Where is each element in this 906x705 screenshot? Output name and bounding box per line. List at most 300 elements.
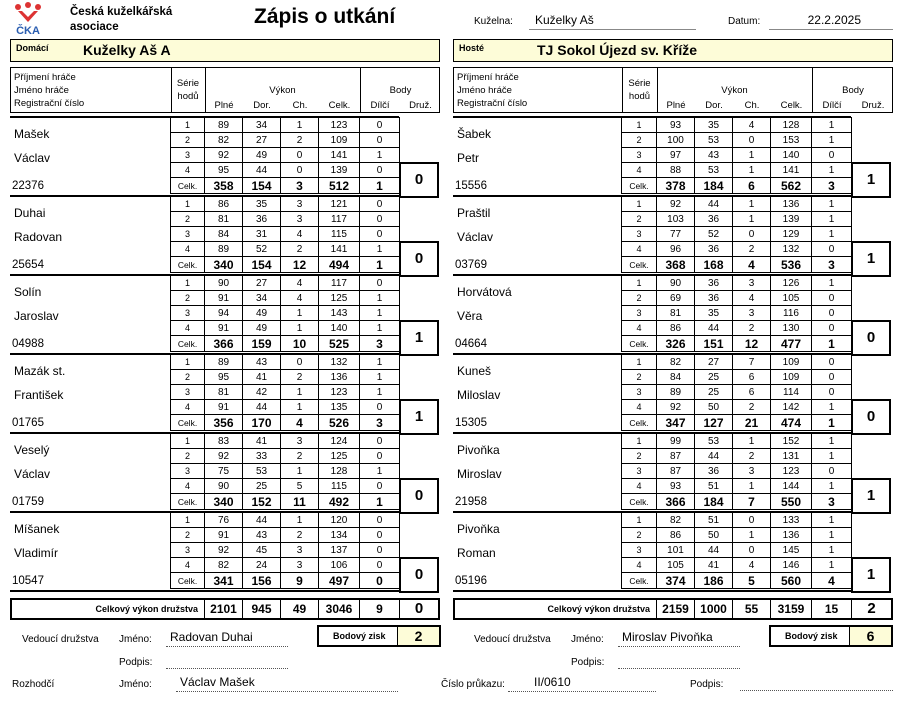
series-cell: 44 (695, 197, 733, 212)
series-cell: 24 (243, 558, 281, 573)
home-player-surname: Míšanek (14, 522, 60, 536)
series-cell: 82 (205, 558, 243, 573)
series-cell: 92 (205, 543, 243, 558)
series-cell: 135 (319, 400, 360, 415)
series-cell: 87 (657, 464, 695, 479)
series-cell: 3 (281, 434, 319, 449)
series-cell: 3 (622, 385, 657, 400)
away-total-label: Celkový výkon družstva (547, 604, 650, 614)
home-player-reg: 04988 (12, 338, 44, 350)
series-cell: 126 (771, 276, 812, 291)
date-value: 22.2.2025 (769, 13, 893, 30)
home-player-firstname: Jaroslav (14, 309, 59, 323)
series-cell: 35 (243, 197, 281, 212)
org-line2: asociace (70, 21, 119, 33)
series-row (171, 543, 400, 558)
player-col-line: Příjmení hráče (457, 72, 519, 83)
series-cell: 1 (812, 212, 852, 227)
referee-name: Václav Mašek (176, 675, 398, 692)
player-col-line: Registrační číslo (457, 98, 528, 109)
series-row (171, 197, 400, 212)
away-player-table (621, 433, 852, 510)
series-cell: 6 (733, 370, 771, 385)
series-row (171, 385, 400, 400)
series-cell: 124 (319, 434, 360, 449)
series-cell: 52 (695, 227, 733, 242)
series-cell: 3 (281, 558, 319, 573)
series-row (171, 118, 400, 133)
series-cell: 4 (733, 118, 771, 133)
series-row (171, 148, 400, 163)
home-player-col-header (14, 71, 84, 110)
home-gain-value: 2 (397, 627, 439, 645)
series-cell: 91 (205, 321, 243, 336)
series-cell: 0 (812, 148, 852, 163)
series-cell: 2 (281, 242, 319, 257)
total-cell: 492 (319, 494, 360, 510)
total-cell: 560 (771, 573, 812, 589)
series-cell: 4 (281, 276, 319, 291)
away-player-firstname: Roman (457, 546, 496, 560)
series-row (171, 355, 400, 370)
total-row (622, 573, 852, 589)
series-cell: 3 (171, 464, 205, 479)
total-cell: 127 (695, 415, 733, 431)
series-cell: 123 (319, 118, 360, 133)
series-cell: 4 (281, 291, 319, 306)
series-row (622, 558, 852, 573)
away-player-reg: 05196 (455, 575, 487, 587)
series-cell: 33 (243, 449, 281, 464)
series-cell: 109 (319, 133, 360, 148)
home-team-point-box: 1 (399, 320, 439, 356)
total-row (171, 257, 400, 273)
home-player-reg: 22376 (12, 180, 44, 192)
series-cell: 92 (205, 148, 243, 163)
series-cell: 0 (360, 118, 400, 133)
series-cell: 3 (171, 148, 205, 163)
series-cell: 1 (733, 434, 771, 449)
home-series-col-header (171, 77, 205, 103)
home-col-celk: Celk. (328, 100, 351, 111)
series-cell: 84 (205, 227, 243, 242)
series-row (622, 400, 852, 415)
series-cell: 1 (360, 321, 400, 336)
total-cell: 494 (319, 257, 360, 273)
series-cell: 4 (622, 479, 657, 494)
away-total-cell: 2159 (656, 600, 694, 618)
series-cell: 81 (205, 212, 243, 227)
series-cell: 92 (657, 197, 695, 212)
series-cell: 81 (205, 385, 243, 400)
total-cell: 525 (319, 336, 360, 352)
series-cell: 1 (733, 197, 771, 212)
series-cell: 136 (771, 197, 812, 212)
home-total-cell: 0 (399, 600, 438, 618)
home-team-point-box: 0 (399, 162, 439, 198)
series-cell: 1 (360, 355, 400, 370)
series-cell: 1 (622, 276, 657, 291)
series-cell: 52 (243, 242, 281, 257)
series-cell: 97 (657, 148, 695, 163)
series-cell: 0 (281, 355, 319, 370)
away-player-table (621, 196, 852, 273)
series-cell: 153 (771, 133, 812, 148)
home-team-point-box: 1 (399, 399, 439, 435)
series-cell: 125 (319, 291, 360, 306)
referee-card: II/0610 (508, 675, 656, 692)
home-player-reg: 01765 (12, 417, 44, 429)
series-row (171, 513, 400, 528)
home-col-ch: Ch. (292, 100, 308, 111)
series-row (171, 306, 400, 321)
series-cell: 5 (281, 479, 319, 494)
series-cell: 1 (812, 400, 852, 415)
series-cell: 4 (171, 242, 205, 257)
away-col-celk: Celk. (780, 100, 803, 111)
series-cell: 4 (171, 163, 205, 178)
home-team-point-box: 0 (399, 478, 439, 514)
total-cell: 1 (812, 336, 852, 352)
home-col-plne: Plné (214, 100, 234, 111)
away-team-name: TJ Sokol Újezd sv. Kříže (537, 42, 698, 58)
away-captain-name: Miroslav Pivoňka (618, 630, 740, 647)
series-cell: 1 (360, 385, 400, 400)
series-cell: 2 (622, 291, 657, 306)
total-cell: 3 (812, 494, 852, 510)
home-team-name: Kuželky Aš A (83, 42, 171, 58)
away-player-surname: Horvátová (457, 285, 512, 299)
away-player-surname: Šabek (457, 127, 492, 141)
series-cell: 1 (622, 355, 657, 370)
series-cell: 44 (695, 543, 733, 558)
series-cell: 95 (205, 163, 243, 178)
series-cell: 123 (319, 385, 360, 400)
total-label: Celk. (171, 336, 205, 352)
series-cell: 3 (171, 306, 205, 321)
series-col-line: hodů (177, 91, 199, 102)
series-cell: 82 (657, 513, 695, 528)
series-cell: 4 (281, 227, 319, 242)
series-cell: 1 (812, 434, 852, 449)
series-row (622, 449, 852, 464)
series-cell: 77 (657, 227, 695, 242)
series-cell: 0 (360, 133, 400, 148)
series-cell: 6 (733, 385, 771, 400)
series-col-line: Série (628, 78, 651, 89)
series-cell: 0 (360, 434, 400, 449)
series-cell: 2 (281, 449, 319, 464)
away-col-ch: Ch. (744, 100, 760, 111)
series-cell: 89 (657, 385, 695, 400)
total-cell: 526 (319, 415, 360, 431)
venue-value: Kuželky Aš (529, 13, 696, 30)
series-cell: 41 (243, 370, 281, 385)
series-cell: 99 (657, 434, 695, 449)
series-cell: 0 (812, 306, 852, 321)
total-cell: 497 (319, 573, 360, 589)
total-label: Celk. (622, 336, 657, 352)
series-cell: 1 (360, 148, 400, 163)
home-body-header: Body (389, 85, 412, 96)
away-player-reg: 15305 (455, 417, 487, 429)
page-title: Zápis o utkání (254, 5, 396, 28)
away-total-box (453, 598, 893, 620)
series-cell: 53 (695, 163, 733, 178)
series-row (171, 449, 400, 464)
series-row (171, 276, 400, 291)
series-cell: 1 (360, 370, 400, 385)
total-cell: 152 (243, 494, 281, 510)
total-cell: 151 (695, 336, 733, 352)
series-cell: 25 (695, 385, 733, 400)
total-cell: 3 (281, 178, 319, 194)
away-captain-name-label: Jméno: (571, 634, 604, 645)
series-cell: 145 (771, 543, 812, 558)
series-cell: 1 (281, 513, 319, 528)
home-role: Domácí (16, 43, 49, 53)
total-cell: 4 (812, 573, 852, 589)
series-cell: 109 (771, 355, 812, 370)
series-cell: 49 (243, 306, 281, 321)
total-cell: 550 (771, 494, 812, 510)
series-cell: 92 (205, 449, 243, 464)
series-cell: 1 (622, 197, 657, 212)
series-cell: 0 (360, 163, 400, 178)
series-cell: 82 (205, 133, 243, 148)
series-cell: 50 (695, 528, 733, 543)
away-total-cell: 2 (851, 600, 891, 618)
series-cell: 1 (171, 355, 205, 370)
series-cell: 3 (171, 543, 205, 558)
away-total-cell: 1000 (694, 600, 732, 618)
total-cell: 536 (771, 257, 812, 273)
total-cell: 341 (205, 573, 243, 589)
series-cell: 0 (812, 355, 852, 370)
series-cell: 115 (319, 227, 360, 242)
away-sign-field[interactable] (618, 655, 740, 669)
series-cell: 44 (695, 449, 733, 464)
series-cell: 109 (771, 370, 812, 385)
series-cell: 53 (695, 434, 733, 449)
series-row (171, 291, 400, 306)
series-cell: 1 (812, 163, 852, 178)
series-cell: 27 (243, 133, 281, 148)
series-cell: 34 (243, 118, 281, 133)
series-cell: 114 (771, 385, 812, 400)
series-cell: 50 (695, 400, 733, 415)
series-cell: 89 (205, 118, 243, 133)
total-cell: 562 (771, 178, 812, 194)
total-cell: 3 (360, 336, 400, 352)
series-cell: 1 (281, 400, 319, 415)
home-player-firstname: Václav (14, 151, 51, 165)
total-label: Celk. (622, 415, 657, 431)
series-cell: 2 (622, 528, 657, 543)
series-cell: 1 (622, 513, 657, 528)
total-label: Celk. (622, 178, 657, 194)
referee-card-label: Číslo průkazu: (441, 679, 505, 690)
series-cell: 106 (319, 558, 360, 573)
home-player-surname: Veselý (14, 443, 50, 457)
away-gain-value: 6 (849, 627, 891, 645)
total-cell: 186 (695, 573, 733, 589)
total-cell: 4 (281, 415, 319, 431)
series-cell: 131 (771, 449, 812, 464)
away-total-cell: 15 (811, 600, 851, 618)
series-cell: 53 (243, 464, 281, 479)
series-cell: 36 (695, 212, 733, 227)
series-cell: 0 (360, 400, 400, 415)
series-cell: 4 (622, 321, 657, 336)
series-cell: 94 (205, 306, 243, 321)
series-cell: 1 (360, 291, 400, 306)
total-cell: 3 (812, 178, 852, 194)
total-label: Celk. (622, 573, 657, 589)
home-player-surname: Mašek (14, 127, 50, 141)
series-row (622, 291, 852, 306)
away-column-header (453, 67, 893, 113)
total-cell: 358 (205, 178, 243, 194)
home-player-reg: 10547 (12, 575, 44, 587)
referee-sign-field[interactable] (740, 677, 893, 691)
series-row (622, 355, 852, 370)
away-player-firstname: Václav (457, 230, 494, 244)
series-cell: 4 (622, 163, 657, 178)
series-cell: 86 (657, 528, 695, 543)
series-cell: 0 (812, 370, 852, 385)
series-cell: 117 (319, 276, 360, 291)
series-cell: 81 (657, 306, 695, 321)
series-row (171, 133, 400, 148)
away-col-dor: Dor. (705, 100, 723, 111)
series-cell: 1 (812, 276, 852, 291)
total-row (622, 494, 852, 510)
away-team-point-box: 0 (851, 320, 891, 356)
total-label: Celk. (622, 257, 657, 273)
away-body-header: Body (842, 85, 864, 96)
series-cell: 84 (657, 370, 695, 385)
series-cell: 0 (812, 385, 852, 400)
total-cell: 9 (281, 573, 319, 589)
home-player-firstname: František (14, 388, 64, 402)
series-cell: 0 (360, 513, 400, 528)
series-cell: 43 (243, 355, 281, 370)
series-row (622, 513, 852, 528)
series-cell: 1 (171, 434, 205, 449)
series-cell: 136 (771, 528, 812, 543)
total-cell: 154 (243, 178, 281, 194)
series-row (622, 197, 852, 212)
home-player-table (170, 433, 400, 510)
home-player-surname: Mazák st. (14, 364, 66, 378)
home-gain-box (317, 625, 441, 647)
away-player-surname: Kuneš (457, 364, 492, 378)
series-cell: 1 (360, 464, 400, 479)
total-cell: 374 (657, 573, 695, 589)
home-sign-field[interactable] (166, 655, 288, 669)
series-cell: 27 (695, 355, 733, 370)
series-cell: 4 (622, 558, 657, 573)
away-team-point-box: 1 (851, 241, 891, 277)
away-total-cell: 55 (732, 600, 770, 618)
series-cell: 4 (622, 242, 657, 257)
series-cell: 128 (771, 118, 812, 133)
series-cell: 143 (319, 306, 360, 321)
total-cell: 474 (771, 415, 812, 431)
home-captain-name: Radovan Duhai (166, 630, 288, 647)
series-cell: 1 (733, 148, 771, 163)
home-team-point-box: 0 (399, 557, 439, 593)
total-cell: 170 (243, 415, 281, 431)
series-cell: 130 (771, 321, 812, 336)
series-cell: 1 (812, 543, 852, 558)
series-cell: 4 (622, 400, 657, 415)
series-cell: 140 (319, 321, 360, 336)
total-cell: 4 (733, 257, 771, 273)
away-gain-label: Bodový zisk (785, 631, 838, 641)
series-cell: 140 (771, 148, 812, 163)
series-cell: 2 (171, 212, 205, 227)
home-total-cell: 9 (359, 600, 399, 618)
away-total-cell: 3159 (770, 600, 811, 618)
series-cell: 0 (733, 133, 771, 148)
away-player-surname: Pivoňka (457, 443, 500, 457)
total-label: Celk. (171, 573, 205, 589)
series-row (171, 528, 400, 543)
series-cell: 2 (281, 133, 319, 148)
series-row (171, 370, 400, 385)
series-cell: 69 (657, 291, 695, 306)
series-cell: 51 (695, 513, 733, 528)
series-cell: 36 (695, 464, 733, 479)
away-col-plne: Plné (666, 100, 686, 111)
series-cell: 1 (733, 212, 771, 227)
series-cell: 90 (205, 479, 243, 494)
series-cell: 0 (733, 227, 771, 242)
series-cell: 2 (171, 528, 205, 543)
home-player-table (170, 354, 400, 431)
series-cell: 141 (319, 148, 360, 163)
away-player-reg: 21958 (455, 496, 487, 508)
series-cell: 43 (695, 148, 733, 163)
series-cell: 142 (771, 400, 812, 415)
away-col-druz: Druž. (861, 100, 885, 111)
home-total-cell: 3046 (318, 600, 359, 618)
series-cell: 1 (812, 227, 852, 242)
series-cell: 2 (171, 370, 205, 385)
series-cell: 0 (281, 148, 319, 163)
series-cell: 0 (812, 291, 852, 306)
total-cell: 159 (243, 336, 281, 352)
series-cell: 2 (733, 400, 771, 415)
series-cell: 87 (657, 449, 695, 464)
total-cell: 340 (205, 257, 243, 273)
series-cell: 2 (622, 133, 657, 148)
player-separator (453, 590, 851, 592)
total-cell: 6 (733, 178, 771, 194)
series-cell: 128 (319, 464, 360, 479)
referee-label: Rozhodčí (12, 679, 55, 690)
series-cell: 146 (771, 558, 812, 573)
total-row (171, 178, 400, 194)
series-cell: 96 (657, 242, 695, 257)
total-cell: 184 (695, 494, 733, 510)
series-cell: 86 (657, 321, 695, 336)
series-cell: 1 (281, 118, 319, 133)
away-player-firstname: Věra (457, 309, 483, 323)
series-cell: 141 (319, 242, 360, 257)
